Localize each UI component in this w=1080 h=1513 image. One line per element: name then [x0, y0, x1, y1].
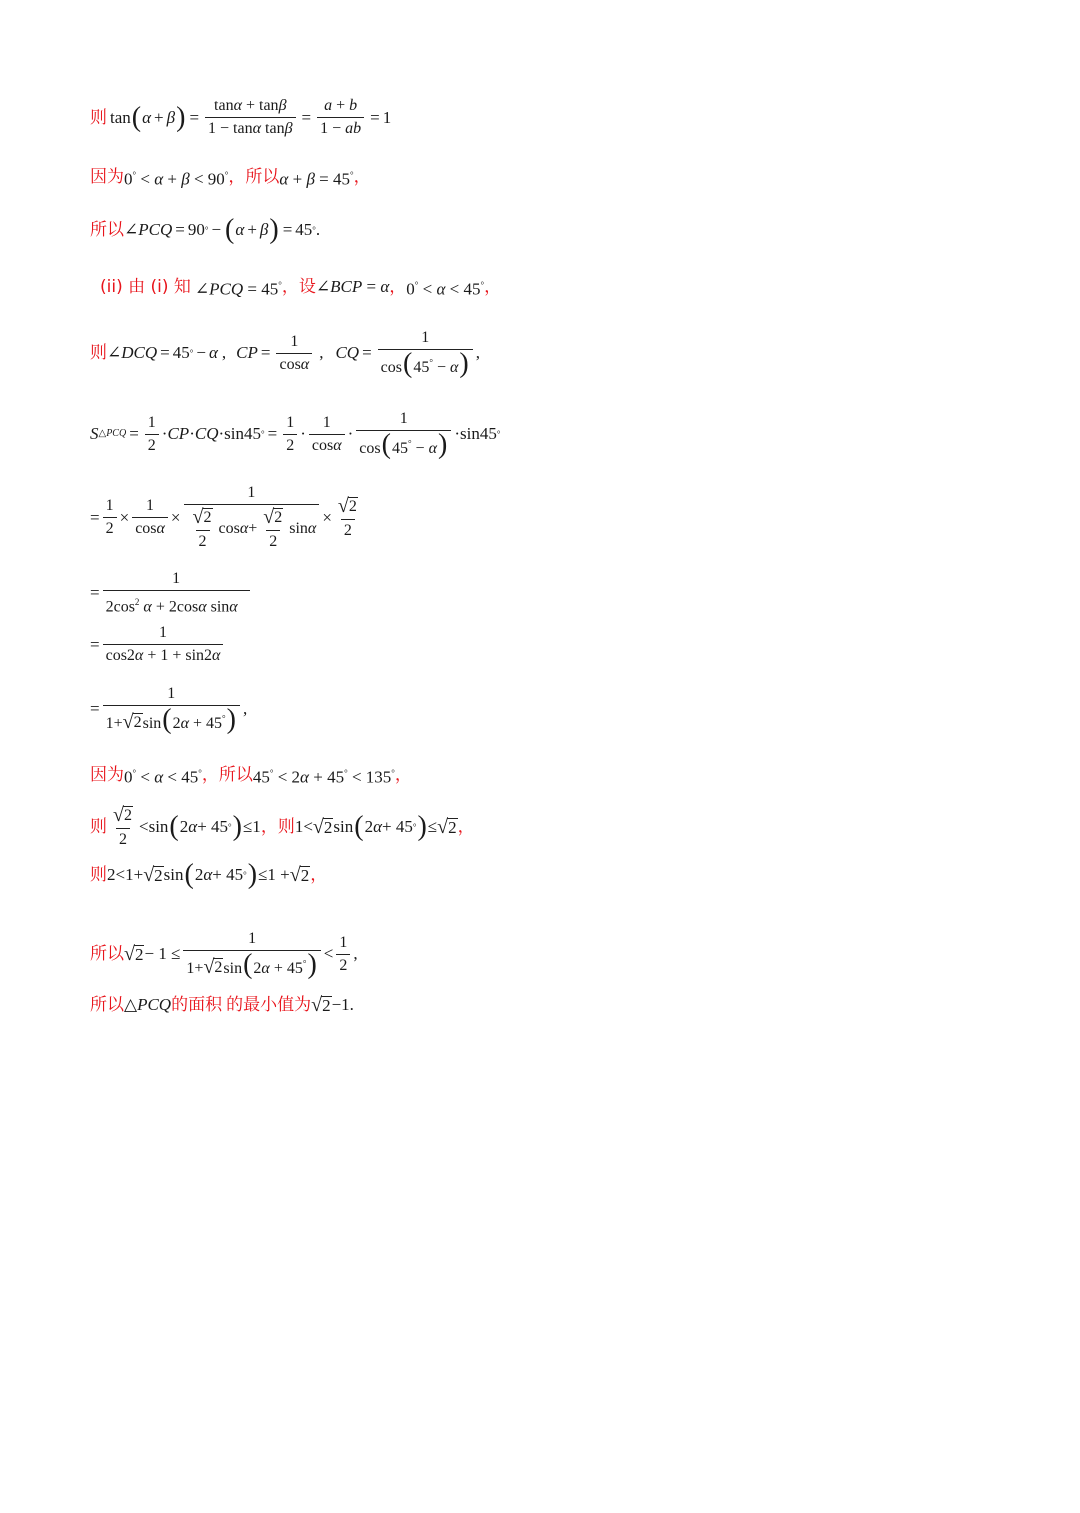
math-expand-2: = $\frac{1}{2\cos^2 \alpha + 2\cos\alpha \sin\alpha}$	[90, 570, 253, 616]
word-zuixiaozhi: 的最小值为	[226, 995, 312, 1015]
word-ze: 则	[277, 817, 295, 837]
word-yinwei: 因为	[90, 765, 124, 786]
word-ze: 则	[90, 817, 107, 837]
math-sin-bound-1: √ 2 2 <sin ( 2 α + 45 ° ) ≤1	[113, 804, 261, 848]
word-mianji: 的面积	[171, 995, 223, 1015]
line-expand-1	[90, 484, 364, 551]
word-ze: 则	[90, 343, 107, 363]
line-range-2a: 因为 0° < α < 45° ， 所以 45° < 2α + 45° < 135° ，	[90, 763, 412, 788]
math-bcp: ∠BCP = α	[315, 277, 390, 297]
math-min-value: √ 2 −1.	[311, 994, 354, 1016]
line-expand-2	[90, 570, 253, 616]
word-she: 设	[298, 277, 316, 298]
math-2a-range: 45° < 2α + 45° < 135°	[252, 767, 395, 787]
line-dcq-cp-cq	[90, 329, 480, 377]
line-sin-bounds: 则 √ 2 2 <sin ( 2 α + 45 ° ) ≤1 ， 则 1< √ 2 sin ( 2 α + 45 ° ) ≤ √ 2 ，	[90, 804, 475, 848]
math-triangle-pcq: △PCQ	[124, 995, 172, 1014]
line-denominator-bounds: 则 2<1+ √ 2 sin ( 2 α + 45 ° ) ≤1 + √ 2 ，	[90, 859, 328, 890]
word-ze: 则	[90, 107, 107, 128]
word-suoyi: 所以	[218, 765, 253, 786]
word-suoyi: 所以	[245, 167, 280, 188]
math-expand-4: = 1 1+ √ 2 sin(2α + 45°) ,	[90, 685, 248, 735]
line-area-bounds	[90, 930, 358, 978]
line-tan-sum	[90, 97, 391, 138]
math-expand-1: = $\frac{1}{2}$ × $\frac{1}{\cos\alpha}$ × 1 √ 2 2 cos α + √ 2 2 sin α × √ 2 2	[90, 484, 357, 550]
math-alpha-range-2: 0° < α < 45°	[124, 767, 202, 787]
word-ze: 则	[90, 865, 107, 885]
math-expand-3: = $\frac{1}{\cos 2\alpha + 1 + \sin 2\alpha}$	[90, 624, 226, 665]
math-range-1: 0° < α + β < 90°	[124, 169, 229, 189]
math-sum-45: α + β = 45°	[279, 169, 354, 189]
line-expand-4	[90, 685, 247, 733]
math-area-def: S △PCQ = $\frac{1}{2}$ · CP · CQ ·sin45 ° = $\frac{1}{2}$ · $\frac{1}{\cos\alpha}$ · $\frac{1}{\cos(45^\circ - \alpha)}$ ·sin45 °	[90, 410, 501, 460]
math-angle-pcq: ∠ PCQ = 90 ° − ( α + β ) = 45 ° .	[124, 214, 321, 245]
math-area-bounds: √ 2 − 1 ≤ 1 1+ √ 2 sin(2α + 45°) < $\frac{1}{2}$ ,	[124, 930, 358, 980]
math-alpha-range: 0° < α < 45°	[406, 279, 485, 299]
math-sin-bound-2: 1< √ 2 sin ( 2 α + 45 ° ) ≤ √ 2	[294, 811, 457, 842]
word-suoyi: 所以	[90, 220, 124, 240]
math-pcq-45: ∠PCQ = 45°	[194, 279, 282, 299]
line-area-def	[90, 410, 500, 458]
math-denominator-bounds: 2<1+ √ 2 sin ( 2 α + 45 ° ) ≤1 + √ 2	[107, 859, 310, 890]
line-expand-3	[90, 624, 226, 665]
line-angle-pcq	[90, 214, 321, 245]
line-part-ii: (ii) 由 (i) 知 ∠PCQ = 45° ， 设 ∠BCP = α ， 0° < α < 45° ，	[100, 275, 501, 300]
line-range-alpha-beta: 因为 0° < α + β < 90° ， 所以 α + β = 45° ，	[90, 165, 371, 190]
word-suoyi: 所以	[90, 995, 124, 1015]
word-yinwei: 因为	[90, 167, 124, 188]
line-conclusion	[90, 995, 354, 1015]
math-tan-sum: tan ( α + β ) = $\frac{\tan\alpha + \tan\beta}{\text{1 − tanα tanβ}}$ = $\frac{a + b}{1 - ab}$ = 1	[110, 97, 392, 137]
math-dcq-cp-cq: ∠ DCQ = 45 ° − α , CP = $\frac{1}{\cos\alpha}$ , CQ = $\frac{1}{\cos(45^\circ - \alpha)}$ ,	[107, 329, 480, 379]
word-suoyi: 所以	[90, 944, 124, 964]
word-part-ii: (ii) 由 (i) 知	[100, 277, 191, 298]
